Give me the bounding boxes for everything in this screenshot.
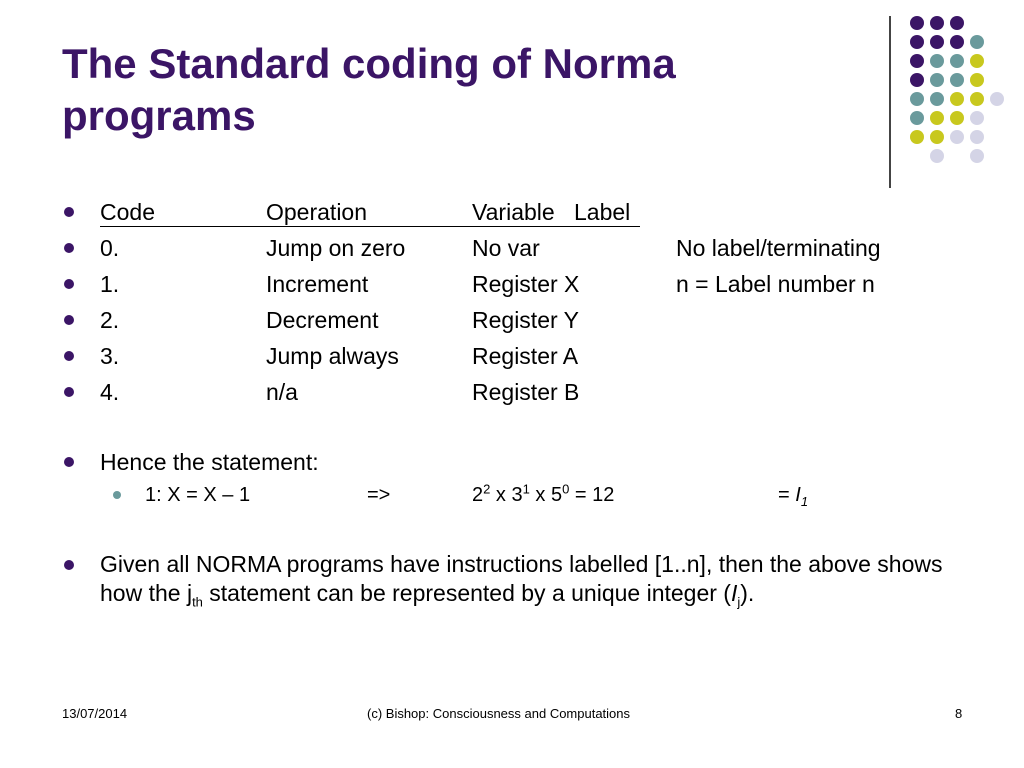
decor-dot [950,130,964,144]
header-label: Label [574,199,631,225]
paragraph-text-1: Given all NORMA programs have instructions labelled [1..n], then the above shows how the j [100,551,943,606]
subscript-th: th [192,594,203,610]
decor-dot [950,16,964,30]
cell-variable: Register X [472,271,580,297]
decor-dot [910,130,924,144]
base-5: 5 [550,484,563,506]
times: x [529,484,551,506]
decor-dot [930,111,944,125]
header-operation: Operation [266,199,368,225]
decor-dot [910,16,924,30]
exponent-0: 0 [562,481,570,497]
decor-dot [950,54,964,68]
decor-dot [970,130,984,144]
base-2: 2 [472,484,484,506]
integer-I: I [795,484,801,506]
subscript-j: j [737,594,741,610]
slide-number: 8 [955,706,963,721]
decor-dot [970,111,984,125]
exponent-1: 1 [522,481,530,497]
table-header-row [0,197,1024,227]
decor-dot [970,54,984,68]
header-code: Code [100,199,155,225]
times: x [490,484,512,506]
equals: = [778,484,796,506]
cell-variable: Register B [472,379,580,405]
decor-dot [970,149,984,163]
table-row [0,305,1024,335]
decor-dot [930,16,944,30]
cell-operation: Jump always [266,343,399,369]
result: = 12 [569,484,615,506]
table-row [0,341,1024,371]
footer-credit: (c) Bishop: Consciousness and Computations [367,706,631,721]
decor-dot [930,149,944,163]
cell-code: 2. [100,307,120,333]
decor-dot [970,73,984,87]
bullet [64,315,74,325]
decor-dot [910,54,924,68]
header-underline [100,226,640,227]
cell-variable: No var [472,235,540,261]
paragraph-text-3: ). [740,580,755,606]
decor-dot [930,92,944,106]
paragraph-text-2: statement can be represented by a unique integer ( [202,580,731,606]
cell-code: 3. [100,343,120,369]
hence-text: Hence the statement: [100,449,319,475]
decor-dot [970,35,984,49]
decor-dot [990,92,1004,106]
bullet [64,207,74,217]
example-arrow: => [367,484,391,506]
bullet [64,279,74,289]
cell-code: 1. [100,271,120,297]
conclusion-paragraph [100,550,960,608]
example-statement: 1: X = X – 1 [145,484,251,506]
decor-dot [970,92,984,106]
table-row [0,377,1024,407]
example-result [778,482,808,508]
cell-variable: Register A [472,343,579,369]
decor-dot [950,92,964,106]
decor-dot [950,111,964,125]
header-variable: Variable [472,199,555,225]
decor-dot [930,35,944,49]
decor-dot [950,73,964,87]
example-computation [472,482,614,508]
decor-dot [930,73,944,87]
cell-operation: n/a [266,379,298,405]
decor-dot [910,92,924,106]
integer-I: I [730,580,738,606]
cell-operation: Jump on zero [266,235,406,261]
base-3: 3 [511,484,523,506]
bullet [64,351,74,361]
decor-dot [910,111,924,125]
cell-code: 0. [100,235,120,261]
cell-variable: Register Y [472,307,579,333]
bullet [64,387,74,397]
bullet [64,243,74,253]
table-row [0,233,1024,263]
decor-dot [910,73,924,87]
cell-operation: Decrement [266,307,379,333]
slide-title: The Standard coding of Norma programs [62,40,676,139]
cell-label: No label/terminating [676,235,881,261]
bullet [64,457,74,467]
footer-date: 13/07/2014 [62,706,128,721]
decor-dot [950,35,964,49]
bullet [64,560,74,570]
exponent-2: 2 [483,481,491,497]
divider-line [889,16,891,188]
cell-code: 4. [100,379,120,405]
integer-subscript: 1 [800,494,809,509]
cell-operation: Increment [266,271,369,297]
decor-dot [910,35,924,49]
decor-dot [930,130,944,144]
decor-dot [930,54,944,68]
table-row [0,269,1024,299]
cell-label: n = Label number n [676,271,875,297]
sub-bullet [113,491,121,499]
